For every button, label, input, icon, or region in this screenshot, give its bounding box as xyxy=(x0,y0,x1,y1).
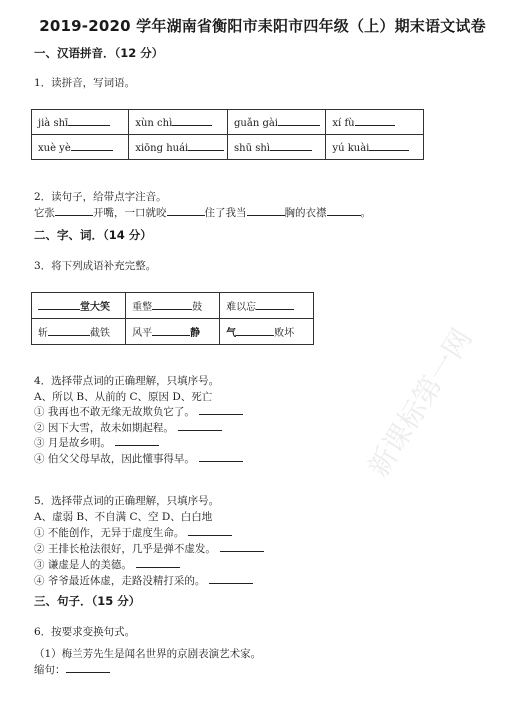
q4-prompt: 4．选择带点词的正确理解，只填序号。 xyxy=(34,375,220,387)
item-text: ④ 伯父父母早故，因此懂事得早。 xyxy=(34,453,195,465)
q4-item xyxy=(34,451,243,466)
answer-label: 缩句： xyxy=(34,664,66,676)
answer-blank[interactable] xyxy=(220,541,264,552)
idiom-table xyxy=(31,292,314,345)
answer-blank[interactable] xyxy=(199,451,243,462)
answer-blank[interactable] xyxy=(178,420,222,431)
q6-answer-line xyxy=(34,662,110,677)
item-text: ② 因下大雪，故未如期起程。 xyxy=(34,422,174,434)
idiom-cell xyxy=(126,293,220,319)
answer-blank[interactable] xyxy=(236,325,274,336)
item-text: ③ 月是故乡明。 xyxy=(34,437,111,449)
exam-title: 2019-2020 学年湖南省衡阳市耒阳市四年级（上）期末语文试卷 xyxy=(39,17,486,35)
watermark: 新课标第一网 xyxy=(361,322,479,483)
answer-blank[interactable] xyxy=(270,140,312,151)
pinyin-cell xyxy=(228,110,326,135)
pinyin-cell xyxy=(326,135,424,160)
answer-blank[interactable] xyxy=(48,325,90,336)
answer-blank[interactable] xyxy=(115,435,159,446)
idiom-cell xyxy=(32,293,126,319)
pinyin-table xyxy=(31,109,424,160)
pinyin-text: yú kuài xyxy=(332,143,370,154)
q4-item xyxy=(34,435,159,450)
table-row xyxy=(32,319,314,345)
pinyin-cell xyxy=(129,110,228,135)
pinyin-cell xyxy=(129,135,228,160)
pinyin-text: xùn chì xyxy=(135,118,173,129)
table-row xyxy=(32,293,314,319)
q6-item: （1）梅兰芳先生是闻名世界的京剧表演艺术家。 xyxy=(34,648,262,660)
q5-options: A、虚弱 B、不自满 C、空 D、白白地 xyxy=(34,511,213,523)
answer-blank[interactable] xyxy=(152,299,192,310)
answer-blank[interactable] xyxy=(71,140,113,151)
q5-item xyxy=(34,541,264,556)
sentence-text: 开嘴，一口就咬 xyxy=(93,207,167,219)
idiom-cell xyxy=(220,319,314,345)
sentence-text: 。 xyxy=(360,207,371,219)
pinyin-text: xí fù xyxy=(332,118,355,129)
answer-blank[interactable] xyxy=(188,140,224,151)
answer-blank[interactable] xyxy=(152,325,190,336)
q5-prompt: 5．选择带点词的正确理解，只填序号。 xyxy=(34,495,220,507)
q4-options: A、所以 B、从前的 C、原因 D、死亡 xyxy=(34,391,213,403)
pinyin-text: guǎn gài xyxy=(234,118,278,129)
answer-blank[interactable] xyxy=(209,573,253,584)
sentence-text: 住了我当 xyxy=(204,207,247,219)
answer-blank[interactable] xyxy=(55,205,93,216)
idiom-text: 败坏 xyxy=(274,328,295,339)
idiom-text: 风平 xyxy=(132,328,153,339)
answer-blank[interactable] xyxy=(199,404,243,415)
idiom-cell xyxy=(32,319,126,345)
section-heading-words: 二、字、词．（14 分） xyxy=(34,228,152,242)
idiom-cell xyxy=(220,293,314,319)
answer-blank[interactable] xyxy=(247,205,285,216)
idiom-text: 鼓 xyxy=(192,302,203,313)
q4-item xyxy=(34,404,243,419)
item-text: ② 王排长枪法很好，几乎是弹不虚发。 xyxy=(34,543,216,555)
q2-sentence xyxy=(34,205,371,220)
sentence-text: 它张 xyxy=(34,207,55,219)
table-row xyxy=(32,110,424,135)
idiom-text: 气 xyxy=(226,328,237,339)
idiom-text: 斩 xyxy=(38,328,48,339)
idiom-cell xyxy=(126,319,220,345)
answer-blank[interactable] xyxy=(66,662,110,673)
answer-blank[interactable] xyxy=(136,557,180,568)
q1-prompt: 1．读拼音，写词语。 xyxy=(34,77,136,89)
answer-blank[interactable] xyxy=(327,205,361,216)
q5-item xyxy=(34,573,253,588)
idiom-text: 静 xyxy=(190,328,201,339)
table-row xyxy=(32,135,424,160)
pinyin-text: shū shì xyxy=(234,143,270,154)
idiom-text: 重整 xyxy=(132,302,153,313)
answer-blank[interactable] xyxy=(172,115,212,126)
pinyin-cell xyxy=(326,110,424,135)
item-text: ① 我再也不敢无缘无故欺负它了。 xyxy=(34,406,195,418)
answer-blank[interactable] xyxy=(369,140,409,151)
idiom-text: 堂大笑 xyxy=(80,302,110,313)
item-text: ① 不能创作，无异于虚度生命。 xyxy=(34,527,185,539)
answer-blank[interactable] xyxy=(256,299,294,310)
section-heading-pinyin: 一、汉语拼音．（12 分） xyxy=(34,46,164,60)
q2-prompt: 2．读句子，给带点字注音。 xyxy=(34,191,167,203)
q5-item xyxy=(34,557,180,572)
answer-blank[interactable] xyxy=(355,115,395,126)
idiom-text: 难以忘 xyxy=(226,302,257,313)
answer-blank[interactable] xyxy=(68,115,110,126)
idiom-text: 截铁 xyxy=(90,328,110,339)
answer-blank[interactable] xyxy=(167,205,205,216)
pinyin-text: xuè yè xyxy=(38,143,71,154)
q6-prompt: 6．按要求变换句式。 xyxy=(34,626,136,638)
answer-blank[interactable] xyxy=(188,525,232,536)
answer-blank[interactable] xyxy=(38,299,80,310)
q4-item xyxy=(34,420,222,435)
item-text: ④ 爷爷最近体虚，走路没精打采的。 xyxy=(34,575,206,587)
q3-prompt: 3．将下列成语补充完整。 xyxy=(34,260,157,272)
pinyin-cell xyxy=(32,110,129,135)
section-heading-sentences: 三、句子．（15 分） xyxy=(34,594,141,608)
pinyin-cell xyxy=(32,135,129,160)
pinyin-cell xyxy=(228,135,326,160)
q5-item xyxy=(34,525,232,540)
item-text: ③ 谦虚是人的美德。 xyxy=(34,559,132,571)
sentence-text: 胸的衣襟 xyxy=(284,207,327,219)
pinyin-text: jià shī xyxy=(38,118,69,129)
pinyin-text: xiōng huái xyxy=(135,143,189,154)
answer-blank[interactable] xyxy=(278,115,320,126)
